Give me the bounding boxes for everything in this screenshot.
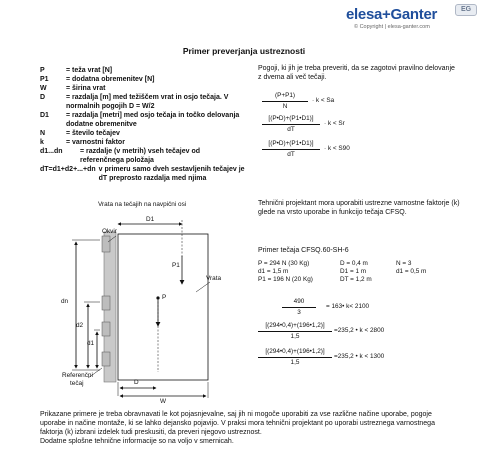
calc-rhs: = 163• k< 2100 [326,303,370,310]
param-row: P = 294 N (30 Kg) D = 0,4 m N = 3 [258,260,412,267]
condition-rhs: · k < Sa [312,97,335,104]
hinge [102,236,110,252]
legend-item: D = razdalja [m] med težiščem vrat in osjo tečaja. V normalnih pogojih D = W/2 [40,94,229,110]
label-w: W [160,398,167,405]
conditions-intro: Pogoji, ki jih je treba preveriti, da se zagotovi pravilno delovanje z dvema ali več tečaji. [258,65,455,81]
legend-item: N = število tečajev [40,130,120,137]
legend-item: P = teža vrat [N] [40,67,113,74]
label-p: P [162,294,167,301]
label-d2: d2 [76,322,84,329]
label-vrata: Vrata [206,275,222,282]
legend-item: dT=d1+d2+...+dn v primeru samo dveh sestavljenih tečajev je dT preprosto razdalja med njima [40,166,245,182]
calc-formula: $\frac{[(294•0,4)+(196•1,2)]}{1,5}$ [258,348,332,367]
footer-note: Prikazane primere je treba obravnavati le kot pojasnjevalne, saj jih ni mogoče uporabiti za vse različne načine uporabe, pogoje uporabe in načine montaže, ki se lahko dejansko pojavijo. V praksi mora tehnični projektant po uporabi ustreznega varnostnega faktorja (k) izbrani izdelek tudi preskusiti, da preveri njegovo ustreznost. Dodatne splošne tehnične informacije so na voljo v smernicah. [40,411,435,445]
condition-rhs: · k < S90 [324,145,350,152]
condition-rhs: · k < Sr [324,120,345,127]
condition-formula: $\frac{[(P•D)+(P1•D1)]}{dT}$ [262,115,320,134]
calc-rhs: =235,2 • k < 1300 [334,353,385,360]
hinge [102,352,110,366]
label-ref-line1: Referenčni [62,372,93,379]
label-ref-line2: tečaj [70,380,84,387]
calc-formula: $\frac{[(294•0,4)+(196•1,2)]}{1,5}$ [258,322,332,341]
example-params [258,260,458,284]
label-okvir: Okvir [102,228,117,235]
condition-formula: $\frac{(P+P1)}{N}$ [262,92,308,111]
legend-item: P1 = dodatna obremenitev [N] [40,76,155,83]
legend-item: D1 = razdalja [metri] med osjo tečaja in točko delovanja dodatne obremenitve [40,112,240,128]
hinge [102,322,110,336]
condition-formula: $\frac{[(P•D)+(P1•D1)]}{dT}$ [262,140,320,159]
label-d1-top: D1 [146,216,155,223]
label-d1: d1 [87,340,95,347]
calc-rhs: =235,2 • k < 2800 [334,327,385,334]
brand-logo: elesa+Ganter [346,6,438,23]
calc-formula: $\frac{490}{3}$ [282,298,316,317]
legend-item: W = širina vrat [40,85,106,92]
page-title: Primer preverjanja ustreznosti [182,46,306,56]
door-panel [118,234,208,380]
eg-badge-icon: EG [455,4,477,16]
copyright-text: © Copyright | elesa-ganter.com [354,24,430,30]
param-row: d1 = 1,5 m D1 = 1 m d1 = 0,5 m [258,268,427,275]
example-title: Primer tečaja CFSQ.60-SH-6 [258,247,349,254]
label-dn: dn [61,298,69,305]
legend-item: d1...dn = razdalje (v metrih) vseh tečajev od referenčnega položaja [40,148,201,164]
tech-note: Tehnični projektant mora uporabiti ustrezne varnostne faktorje (k) glede na vrsto uporabe in funkcijo tečaja CFSQ. [258,200,460,216]
hinge [102,296,110,310]
param-row: P1 = 196 N (20 Kg) DT = 1,2 m [258,276,372,283]
diagram-caption: Vrata na tečajih na navpični osi [98,201,187,208]
label-d: D [134,379,139,386]
legend-item: k = varnostni faktor [40,139,125,146]
label-p1: P1 [172,262,180,269]
